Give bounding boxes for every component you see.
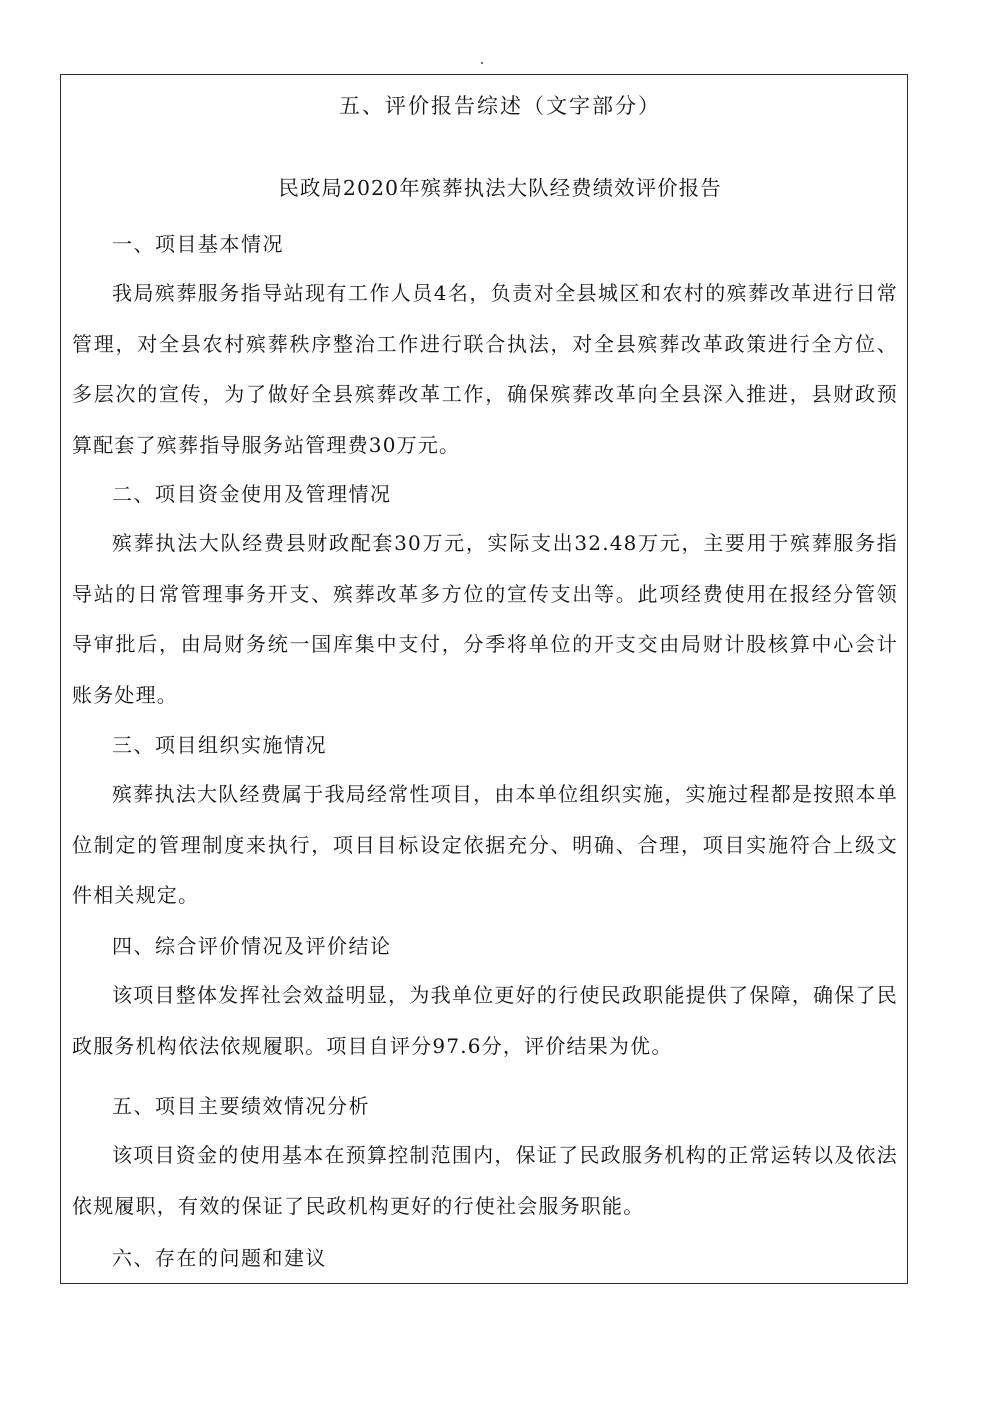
heading-evaluation-conclusion: 四、综合评价情况及评价结论 (112, 934, 392, 958)
paragraph-fund-usage: 殡葬执法大队经费县财政配套30万元，实际支出32.48万元，主要用于殡葬服务指导站的日常管理事务开支、殡葬改革多方位的宣传支出等。此项经费使用在报经分管领导审批后，由局财务统一国库集中支付，分季将单位的开支交由局财计股核算中心会计账务处理。 (72, 531, 898, 707)
paragraph-basic-info: 我局殡葬服务指导站现有工作人员4名，负责对全县城区和农村的殡葬改革进行日常管理，对全县农村殡葬秩序整治工作进行联合执法，对全县殡葬改革政策进行全方位、多层次的宣传，为了做好全县殡葬改革工作，确保殡葬改革向全县深入推进，县财政预算配套了殡葬指导服务站管理费30万元。 (72, 281, 898, 457)
heading-fund-usage: 二、项目资金使用及管理情况 (112, 482, 392, 506)
paragraph-implementation: 殡葬执法大队经费属于我局经常性项目，由本单位组织实施，实施过程都是按照本单位制定的管理制度来执行，项目目标设定依据充分、明确、合理，项目实施符合上级文件相关规定。 (72, 782, 898, 907)
heading-problems-suggestions: 六、存在的问题和建议 (112, 1246, 327, 1270)
paragraph-performance-analysis: 该项目资金的使用基本在预算控制范围内，保证了民政服务机构的正常运转以及依法依规履职，有效的保证了民政机构更好的行使社会服务职能。 (72, 1143, 898, 1218)
heading-performance-analysis: 五、项目主要绩效情况分析 (112, 1094, 370, 1118)
section-header: 五、评价报告综述（文字部分） (339, 94, 661, 118)
paragraph-evaluation-conclusion: 该项目整体发挥社会效益明显，为我单位更好的行使民政职能提供了保障，确保了民政服务机构依法依规履职。项目自评分97.6分，评价结果为优。 (72, 983, 898, 1058)
scan-speck (481, 62, 483, 64)
heading-basic-info: 一、项目基本情况 (112, 232, 284, 256)
report-title: 民政局2020年殡葬执法大队经费绩效评价报告 (278, 176, 722, 200)
heading-implementation: 三、项目组织实施情况 (112, 733, 327, 757)
